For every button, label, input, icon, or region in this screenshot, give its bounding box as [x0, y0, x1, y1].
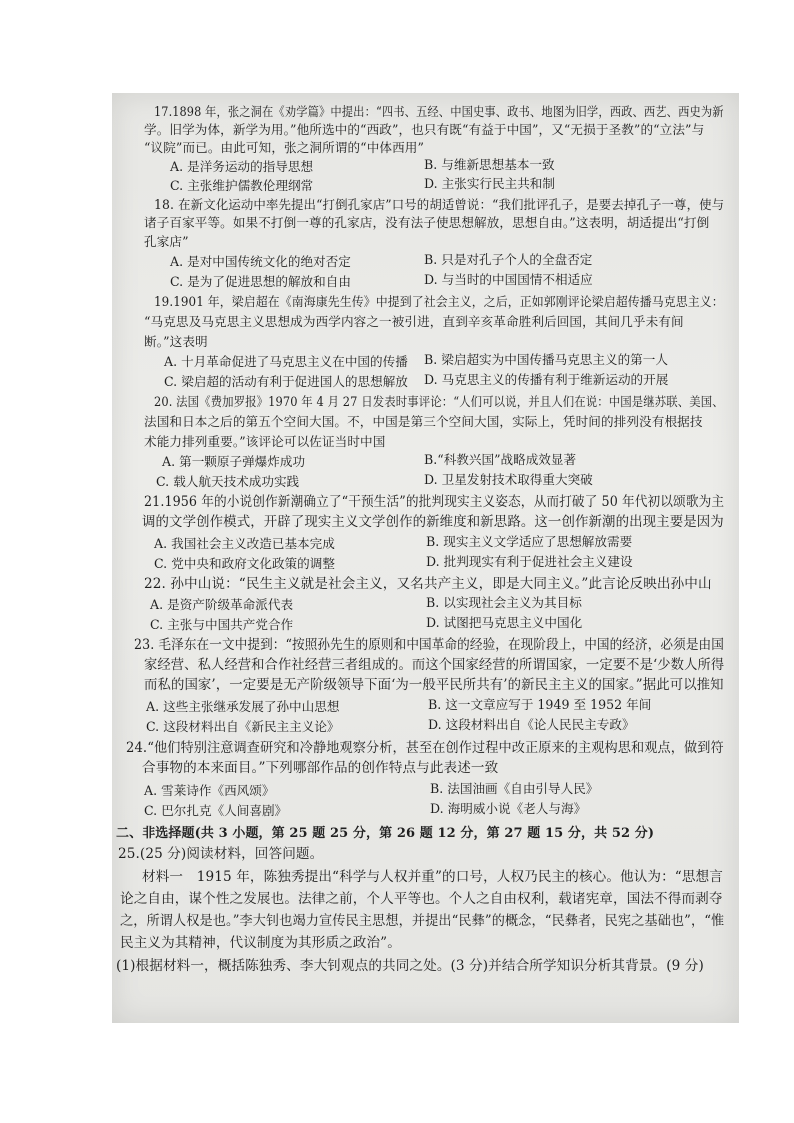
q18-option-b[interactable]: B. 只是对孔子个人的全盘否定 [424, 252, 593, 267]
q25-intro: 25.(25 分)阅读材料，回答问题。 [118, 846, 324, 862]
material-1-line-4: 民主义为其精神，代议制度为其形质之政治”。 [120, 935, 401, 951]
q19-option-b[interactable]: B. 梁启超实为中国传播马克思主义的第一人 [424, 352, 668, 367]
material-1-line-2: 论之自由，谋个性之发展也。法律之前，个人平等也。个人之自由权利，载诸宪章，国法不得而剥夺 [120, 891, 723, 907]
q19-stem-line-3: 断。”这表明 [144, 334, 208, 349]
q23-option-d[interactable]: D. 这段材料出自《论人民民主专政》 [428, 717, 635, 732]
q24-stem-line-2: 合事物的本来面目。”下列哪部作品的创作特点与此表述一致 [142, 760, 499, 776]
sub-question-1: (1)根据材料一，概括陈独秀、李大钊观点的共同之处。(3 分)并结合所学知识分析其背景。(9 分) [116, 958, 704, 974]
q21-option-d[interactable]: D. 批判现实有利于促进社会主义建设 [426, 554, 633, 569]
q23-stem-line-3: 而私的国家’，一定要是无产阶级领导下面‘为一般平民所共有’的新民主主义的国家。”据此可以推知 [144, 677, 724, 693]
q22-option-c[interactable]: C. 主张与中国共产党合作 [150, 617, 294, 632]
q21-option-c[interactable]: C. 党中央和政府文化政策的调整 [154, 556, 335, 571]
q19-stem-line-2: “马克思及马克思主义思想成为西学内容之一被引进，直到辛亥革命胜利后回国，其间几乎未有间 [144, 314, 684, 329]
q17-option-a[interactable]: A. 是洋务运动的指导思想 [170, 159, 314, 174]
q20-stem-line-2: 法国和日本之后的第五个空间大国。不，中国是第三个空间大国，实际上，凭时间的排列没有根据技 [144, 414, 703, 429]
q21-stem-line-1: 21.1956 年的小说创作新潮确立了“干预生活”的批判现实主义姿态，从而打破了 50 年代初以颂歌为主 [144, 494, 725, 510]
q21-stem-line-2: 调的文学创作模式，开辟了现实主义文学创作的新维度和新思路。这一创作新潮的出现主要是因为 [142, 514, 724, 530]
q21-option-b[interactable]: B. 现实主义文学适应了思想解放需要 [426, 534, 633, 549]
q24-option-c[interactable]: C. 巴尔扎克《人间喜剧》 [144, 803, 288, 818]
q23-stem-line-2: 家经营、私人经营和合作社经营三者组成的。而这个国家经营的所谓国家，一定要不是‘少数人所得 [144, 657, 725, 673]
q20-option-b[interactable]: B.“科教兴国”战略成效显著 [424, 452, 577, 467]
q17-stem-line-2: 学。旧学为体，新学为用。”他所选中的“西政”，也只有既“有益于中国”，又“无损于圣教”的“立法”与 [144, 122, 705, 137]
q22-option-d[interactable]: D. 试图把马克思主义中国化 [426, 615, 583, 630]
q22-option-a[interactable]: A. 是资产阶级革命派代表 [150, 597, 294, 612]
q23-stem-line-1: 23. 毛泽东在一文中提到：“按照孙先生的原则和中国革命的经验，在现阶段上，中国的经济，必须是由国 [134, 637, 724, 653]
q18-option-d[interactable]: D. 与当时的中国国情不相适应 [424, 272, 593, 287]
q19-option-a[interactable]: A. 十月革命促进了马克思主义在中国的传播 [164, 354, 408, 369]
q17-stem-line-3: “议院”而已。由此可知，张之洞所谓的“中体西用” [144, 140, 425, 155]
q18-option-c[interactable]: C. 是为了促进思想的解放和自由 [170, 274, 351, 289]
exam-paper-sheet [112, 93, 739, 1023]
q20-stem-line-3: 术能力排列重要。”该评论可以佐证当时中国 [144, 434, 386, 449]
q24-option-a[interactable]: A. 雪莱诗作《西风颂》 [144, 783, 275, 798]
q20-option-a[interactable]: A. 第一颗原子弹爆炸成功 [162, 454, 306, 469]
section-2-heading: 二、非选择题(共 3 小题，第 25 题 25 分，第 26 题 12 分，第 27 题 15 分，共 52 分) [116, 826, 655, 841]
q24-option-b[interactable]: B. 法国油画《自由引导人民》 [430, 781, 599, 796]
q19-stem-line-1: 19.1901 年，梁启超在《南海康先生传》中提到了社会主义，之后，正如郭刚评论梁启超传播马克思主义： [154, 294, 724, 309]
q18-stem-line-3: 孔家店” [144, 234, 189, 249]
q24-option-d[interactable]: D. 海明威小说《老人与海》 [430, 801, 587, 816]
material-1-line-1: 材料一 1915 年，陈独秀提出“科学与人权并重”的口号，人权乃民主的核心。他认为：“思想言 [142, 869, 723, 885]
q19-option-d[interactable]: D. 马克思主义的传播有利于维新运动的开展 [424, 372, 669, 387]
q23-option-c[interactable]: C. 这段材料出自《新民主主义论》 [146, 719, 340, 734]
q22-stem-line-1: 22. 孙中山说：“民生主义就是社会主义，又名共产主义，即是大同主义。”此言论反映出孙中山 [144, 576, 712, 592]
q19-option-c[interactable]: C. 梁启超的活动有利于促进国人的思想解放 [164, 374, 408, 389]
q24-stem-line-1: 24.“他们特别注意调查研究和冷静地观察分析，甚至在创作过程中改正原来的主观构思和观点，做到符 [126, 740, 724, 756]
q23-option-a[interactable]: A. 这些主张继承发展了孙中山思想 [146, 699, 340, 714]
material-1-line-3: 之，所谓人权是也。”李大钊也竭力宣传民主思想，并提出“民彝”的概念，“民彝者，民宪之基础也”，“惟 [120, 913, 725, 929]
q21-option-a[interactable]: A. 我国社会主义改造已基本完成 [154, 536, 335, 551]
q20-option-d[interactable]: D. 卫星发射技术取得重大突破 [424, 472, 593, 487]
q17-option-d[interactable]: D. 主张实行民主共和制 [424, 176, 555, 191]
q17-option-b[interactable]: B. 与维新思想基本一致 [424, 157, 555, 172]
q22-option-b[interactable]: B. 以实现社会主义为其目标 [426, 595, 582, 610]
q18-stem-line-2: 诸子百家平等。如果不打倒一尊的孔家店，没有法子使思想解放，思想自由。”这表明，胡适提出“打倒 [144, 215, 710, 230]
q23-option-b[interactable]: B. 这一文章应写于 1949 至 1952 年间 [428, 697, 652, 712]
q20-option-c[interactable]: C. 载人航天技术成功实践 [156, 474, 300, 489]
q17-stem-line-1: 17.1898 年，张之洞在《劝学篇》中提出：“四书、五经、中国史事、政书、地图为旧学，西政、西艺、西史为新 [154, 104, 724, 119]
q18-stem-line-1: 18. 在新文化运动中率先提出“打倒孔家店”口号的胡适曾说：“我们批评孔子，是要去掉孔子一尊，使与 [154, 197, 725, 212]
q20-stem-line-1: 20. 法国《费加罗报》1970 年 4 月 27 日发表时事评论：“人们可以说，并且人们在说：中国是继苏联、美国、 [154, 394, 724, 409]
q17-option-c[interactable]: C. 主张维护儒教伦理纲常 [170, 178, 314, 193]
q18-option-a[interactable]: A. 是对中国传统文化的绝对否定 [170, 254, 351, 269]
